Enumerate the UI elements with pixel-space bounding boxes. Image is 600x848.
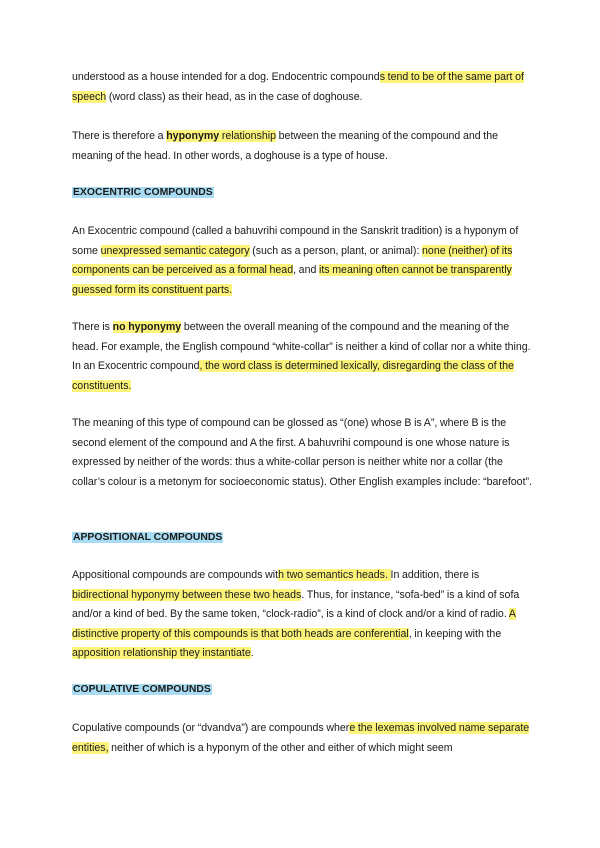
text-run: (word class) as their head, as in the case of doghouse.	[106, 90, 363, 103]
text-run: between the overall meaning of the compound and the meaning of the head. For example, the English compound “white-collar” is neither a kind of collar nor a white thing. In an Exocentric compound	[72, 321, 531, 373]
paragraph-hyponymy	[72, 127, 534, 166]
text-run: , in keeping with the	[408, 627, 502, 640]
text-run: neither of which is a hyponym of the other and either of which might seem	[108, 741, 453, 754]
paragraph-bahuvrihi-gloss	[72, 414, 534, 492]
highlighted-text: relationship	[219, 130, 277, 142]
highlighted-text: none (neither) of its components can be perceived as a formal head	[72, 244, 513, 277]
heading-appositional: APPOSITIONAL COMPOUNDS	[73, 532, 223, 543]
highlighted-text: e the lexemas involved name separate entities,	[72, 722, 530, 754]
text-run: (such as a person, plant, or animal):	[249, 244, 423, 257]
text-run: There is	[72, 321, 113, 333]
text-run: The meaning of this type of compound can be glossed as “(one) whose B is A”, where B is the second element of the compound and A the first. A bahuvrihi compound is one whose nature is expressed by neither of the words: thus a white-collar person is neither white nor a collar (the collar’s colour is a metonym for socioeconomic status). Other English examples include: “barefoot”.	[72, 417, 532, 488]
text-run: In addition, there is	[390, 569, 480, 581]
paragraph-exocentric-definition	[72, 222, 534, 300]
highlighted-text: A distinctive property of this compounds is that both heads are conferential	[72, 608, 516, 640]
text-run: There is therefore a	[72, 130, 167, 142]
paragraph-endocentric-head	[72, 68, 534, 107]
text-run: Appositional compounds are compounds wit	[72, 569, 279, 581]
text-run: understood as a house intended for a dog. Endocentric compound	[72, 71, 380, 83]
heading-exocentric: EXOCENTRIC COMPOUNDS	[73, 187, 213, 198]
paragraph-appositional	[72, 566, 534, 664]
highlighted-text: hyponymy	[166, 130, 220, 142]
paragraph-no-hyponymy	[72, 318, 534, 396]
highlighted-text: h two semantics heads.	[278, 569, 391, 581]
text-run: .	[250, 647, 254, 660]
text-run: between the meaning of the compound and the meaning of the head. In other words, a doghouse is a type of house.	[72, 130, 499, 162]
highlighted-text: unexpressed semantic category	[100, 244, 250, 257]
text-run: . Thus, for instance, “sofa-bed” is a kind of sofa and/or a kind of bed. By the same token, “clock-radio”, is a kind of clock and/or a kind of radio.	[72, 588, 520, 621]
highlighted-text: apposition relationship they instantiate	[72, 647, 251, 660]
highlighted-text: no hyponymy	[112, 321, 182, 333]
highlighted-text: bidirectional hyponymy between these two heads	[72, 588, 302, 601]
paragraph-copulative	[72, 719, 534, 758]
highlighted-text: its meaning often cannot be transparently guessed form its constituent parts.	[72, 264, 512, 296]
highlighted-text: s tend to be of the same part of speech	[72, 71, 524, 103]
text-run: Copulative compounds (or “dvandva”) are compounds wher	[72, 722, 350, 734]
highlighted-text: , the word class is determined lexically, disregarding the class of the constituents.	[72, 360, 514, 392]
text-run: , and	[293, 264, 319, 277]
heading-copulative: COPULATIVE COMPOUNDS	[73, 684, 211, 695]
text-run: An Exocentric compound (called a bahuvrihi compound in the Sanskrit tradition) is a hyponym of some	[72, 225, 519, 257]
